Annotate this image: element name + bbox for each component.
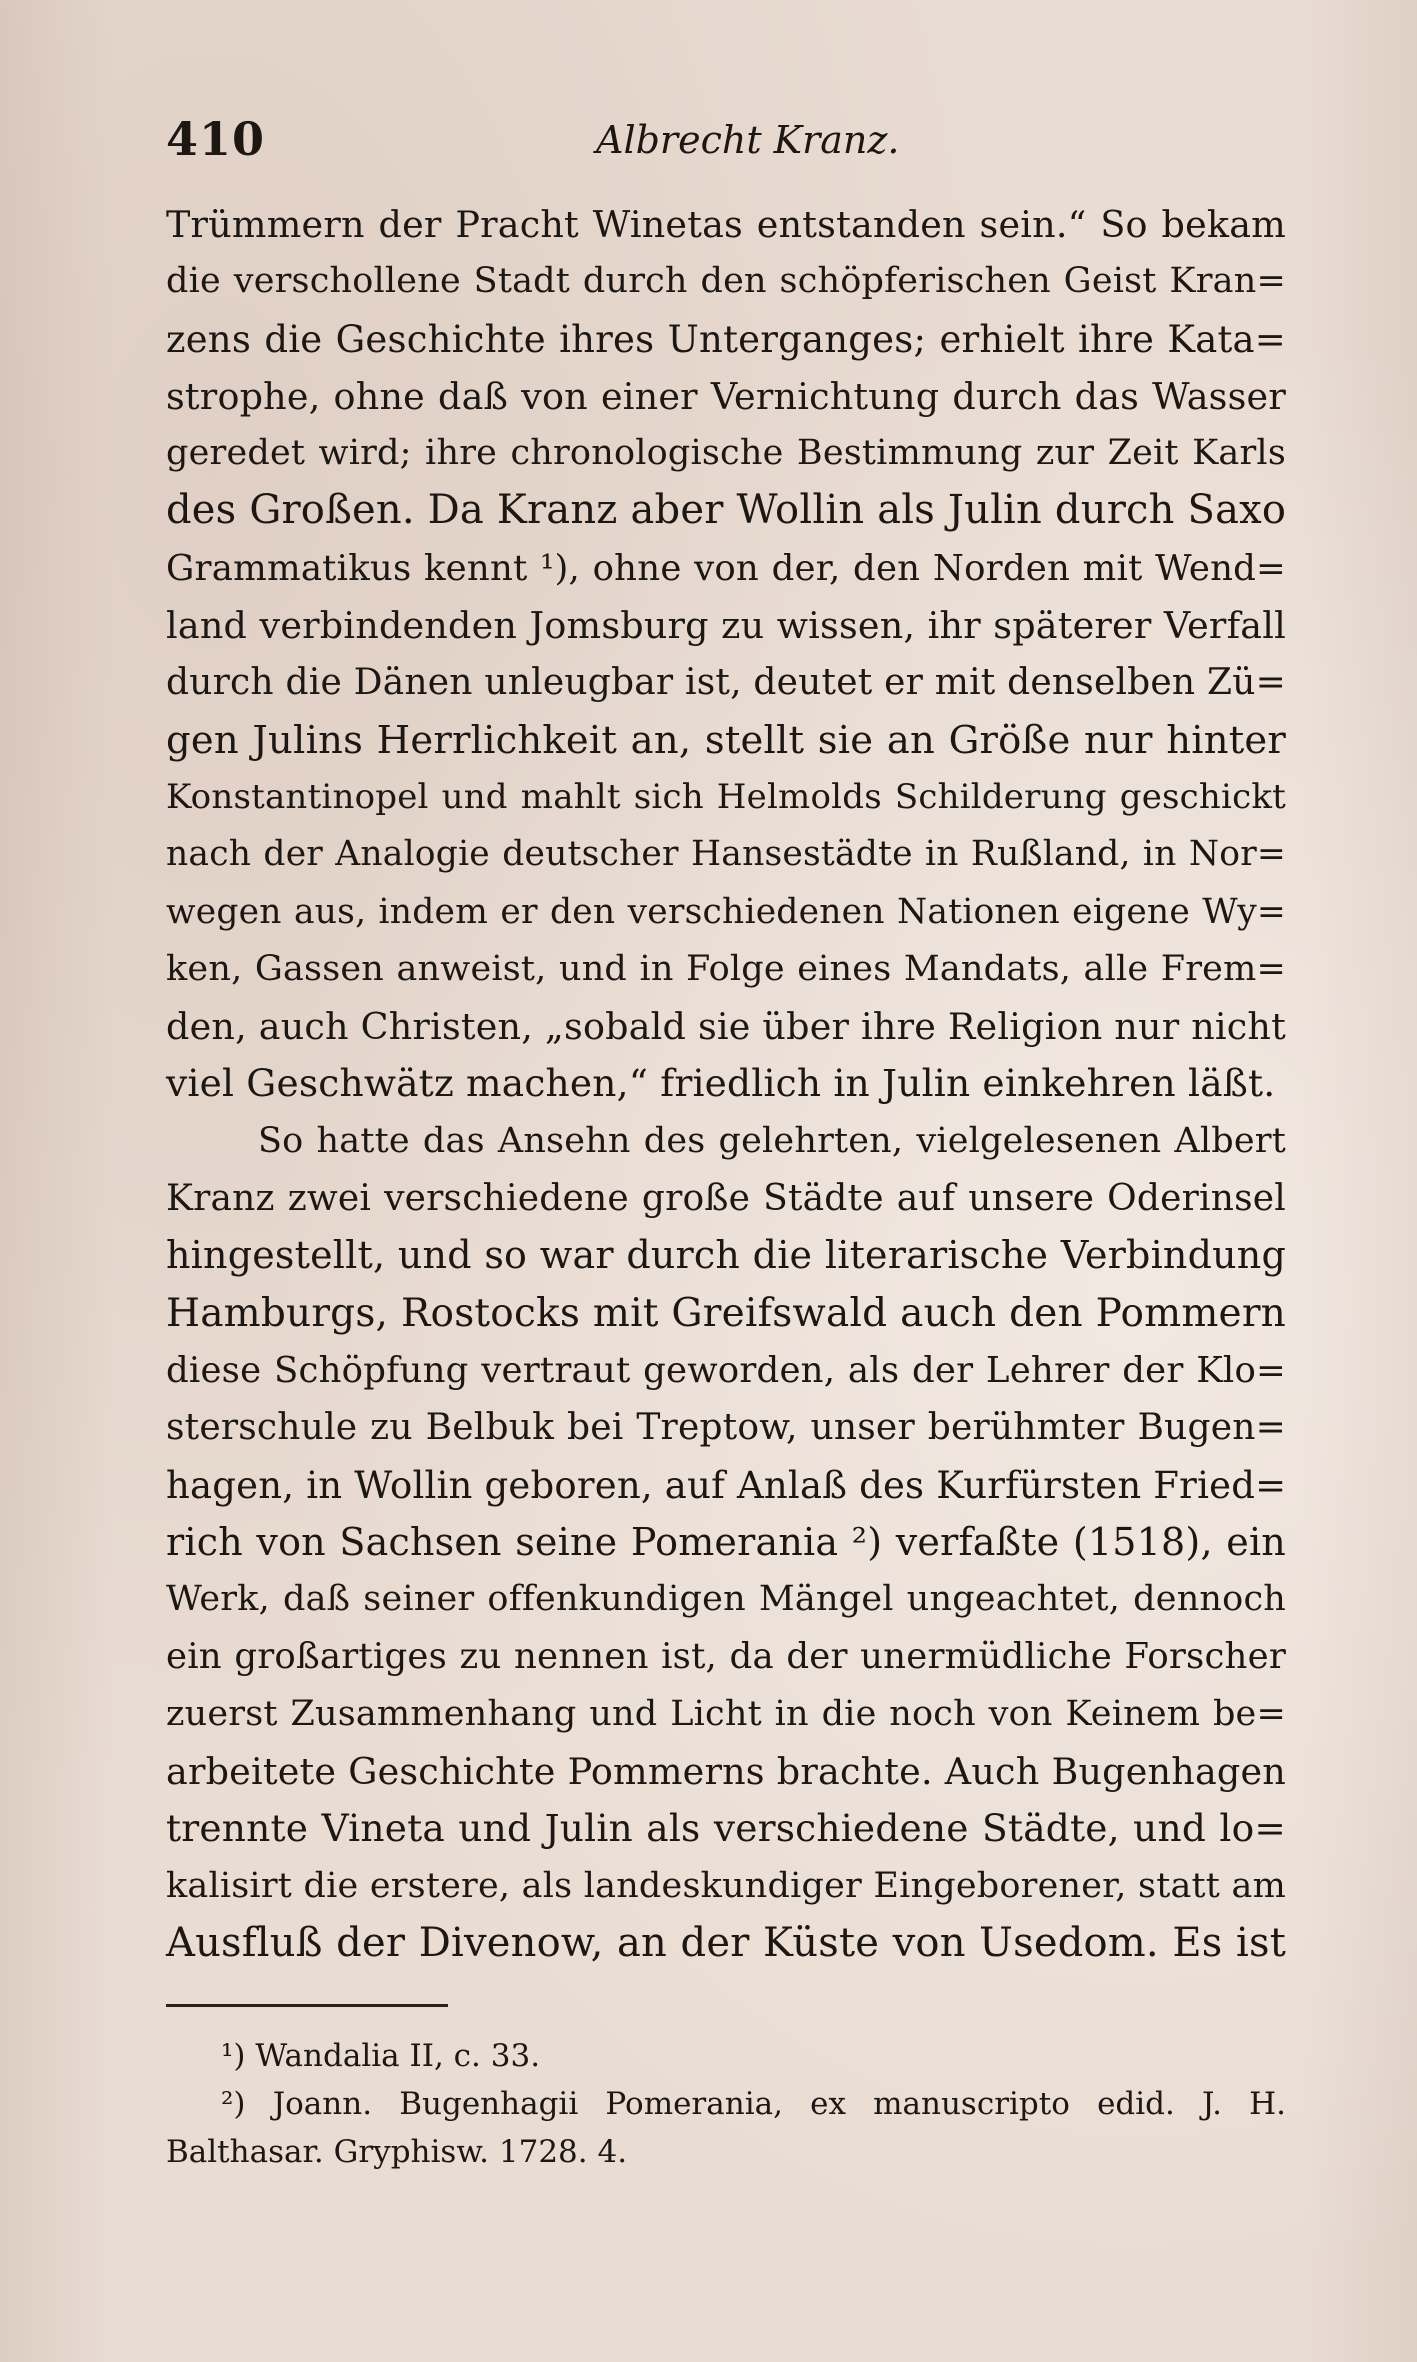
text-line: viel Geschwätz machen,“ friedlich in Julin einkehren läßt. <box>166 1061 1276 1106</box>
text-line: hingestellt, und so war durch die literarische Verbindung <box>166 1233 1286 1278</box>
text-line: Grammatikus kennt ¹), ohne von der, den Norden mit Wend= <box>166 547 1286 589</box>
text-line: land verbindenden Jomsburg zu wissen, ihr späterer Verfall <box>166 604 1286 648</box>
text-line: ein großartiges zu nennen ist, da der unermüdliche Forscher <box>166 1636 1286 1678</box>
text-line: geredet wird; ihre chronologische Bestimmung zur Zeit Karls <box>166 433 1286 474</box>
text-line: wegen aus, indem er den verschiedenen Nationen eigene Wy= <box>166 891 1286 932</box>
text-line: Ausfluß der Divenow, an der Küste von Usedom. Es ist <box>166 1919 1286 1966</box>
footnote-2-continued: Balthasar. Gryphisw. 1728. 4. <box>166 2134 628 2170</box>
text-line: diese Schöpfung vertraut geworden, als der Lehrer der Klo= <box>166 1349 1286 1391</box>
text-line: den, auch Christen, „sobald sie über ihre Religion nur nicht <box>166 1005 1286 1049</box>
text-line: So hatte das Ansehn des gelehrten, vielgelesenen Albert <box>258 1120 1286 1161</box>
text-line: ken, Gassen anweist, und in Folge eines Mandats, alle Frem= <box>166 948 1286 989</box>
text-line: nach der Analogie deutscher Hansestädte in Rußland, in Nor= <box>166 834 1286 875</box>
text-line: arbeitete Geschichte Pommerns brachte. Auch Bugenhagen <box>166 1750 1286 1794</box>
footnote-2: ²) Joann. Bugenhagii Pomerania, ex manuscripto edid. J. H. <box>221 2086 1286 2122</box>
text-line: Trümmern der Pracht Winetas entstanden sein.“ So bekam <box>166 203 1286 246</box>
text-line: zuerst Zusammenhang und Licht in die noch von Keinem be= <box>166 1693 1286 1734</box>
page-number: 410 <box>166 112 266 166</box>
text-line: die verschollene Stadt durch den schöpferischen Geist Kran= <box>166 261 1286 302</box>
footnotes <box>166 2032 1286 2176</box>
text-line: gen Julins Herrlichkeit an, stellt sie an Größe nur hinter <box>166 717 1286 763</box>
page-header <box>166 112 1286 182</box>
body-text <box>166 196 1286 1972</box>
text-line: strophe, ohne daß von einer Vernichtung durch das Wasser <box>166 374 1286 418</box>
text-line: kalisirt die erstere, als landeskundiger Eingeborener, statt am <box>166 1865 1286 1906</box>
footnote-1: ¹) Wandalia II, c. 33. <box>221 2038 541 2074</box>
text-line: des Großen. Da Kranz aber Wollin als Julin durch Saxo <box>166 487 1287 534</box>
text-line: durch die Dänen unleugbar ist, deutet er mit denselben Zü= <box>166 662 1286 704</box>
text-line: rich von Sachsen seine Pomerania ²) verfaßte (1518), ein <box>166 1519 1286 1564</box>
text-line: trennte Vineta und Julin als verschiedene Städte, und lo= <box>166 1806 1286 1851</box>
text-line: sterschule zu Belbuk bei Treptow, unser berühmter Bugen= <box>166 1407 1286 1449</box>
text-line: Konstantinopel und mahlt sich Helmolds Schilderung geschickt <box>166 776 1286 817</box>
text-line: Kranz zwei verschiedene große Städte auf unsere Oderinsel <box>166 1178 1286 1220</box>
running-head: Albrecht Kranz. <box>596 118 900 162</box>
footnote-rule <box>166 2004 448 2007</box>
text-line: Werk, daß seiner offenkundigen Mängel ungeachtet, dennoch <box>166 1579 1286 1620</box>
text-line: zens die Geschichte ihres Unterganges; erhielt ihre Kata= <box>166 317 1286 361</box>
text-line: Hamburgs, Rostocks mit Greifswald auch den Pommern <box>166 1290 1286 1336</box>
text-line: hagen, in Wollin geboren, auf Anlaß des Kurfürsten Fried= <box>166 1463 1287 1507</box>
